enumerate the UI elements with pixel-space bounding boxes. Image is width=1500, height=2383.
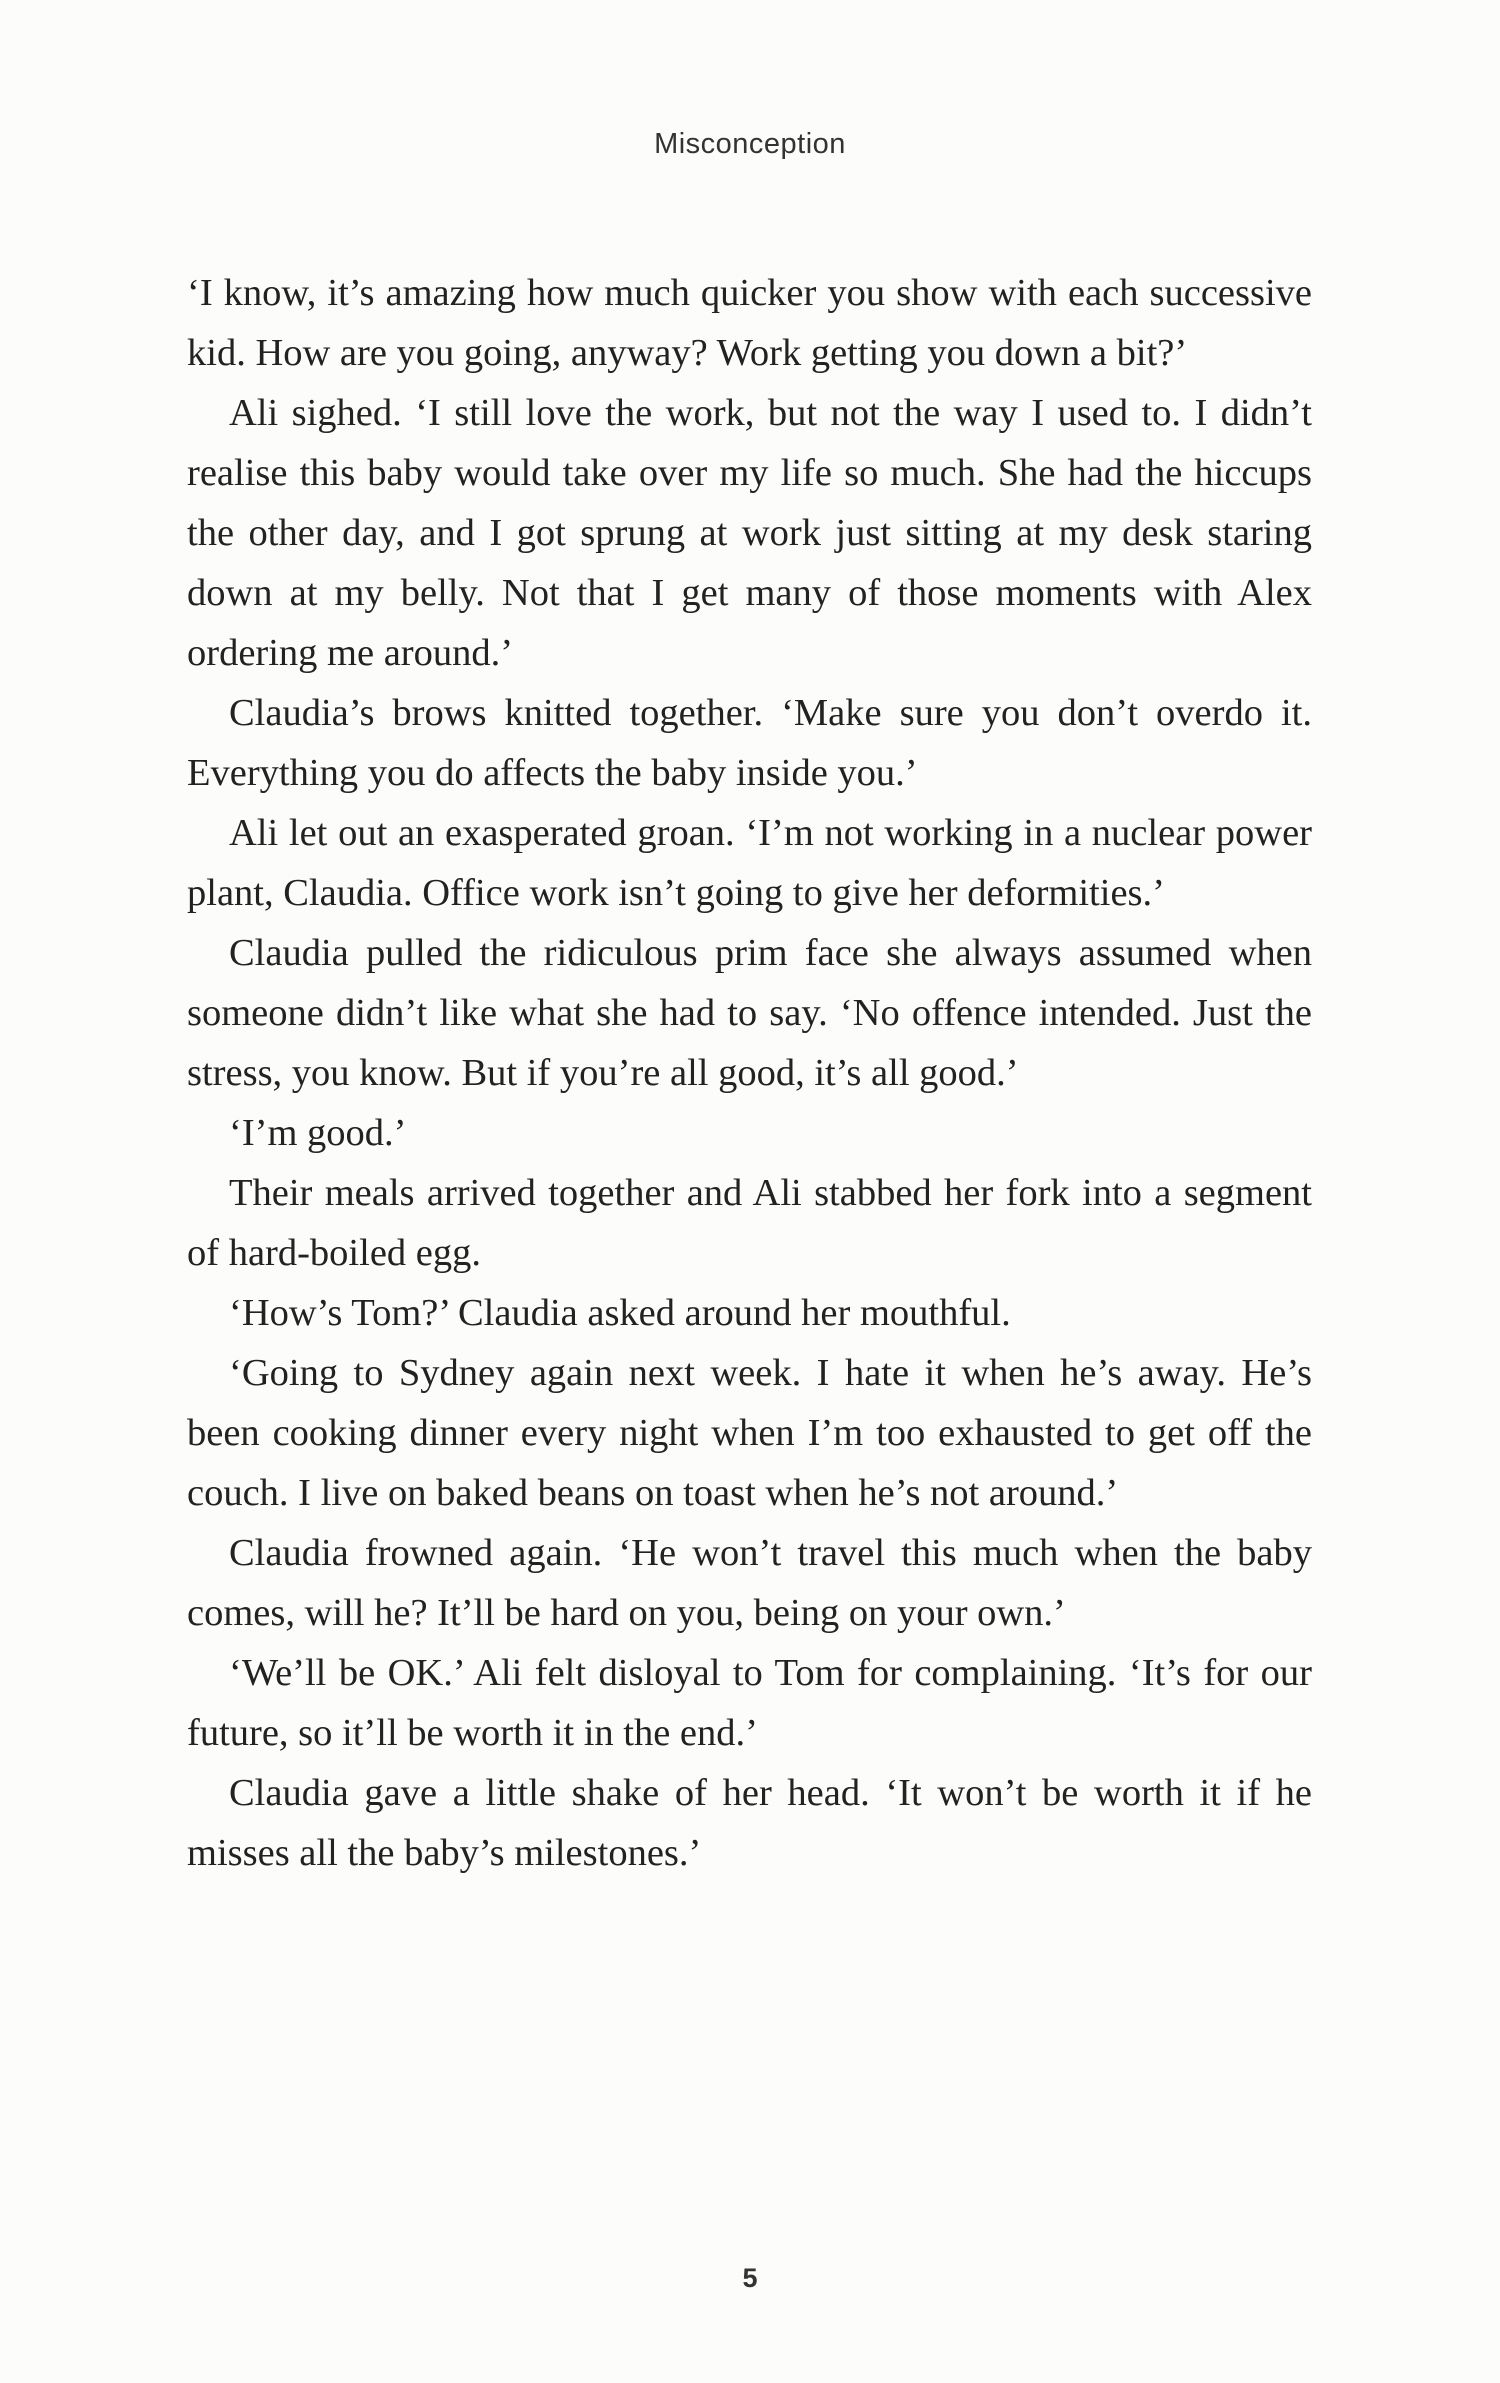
body-text — [187, 263, 1312, 1883]
paragraph: Ali sighed. ‘I still love the work, but not the way I used to. I didn’t realise this baby would take over my life so much. She had the hiccups the other day, and I got sprung at work just sitting at my desk staring down at my belly. Not that I get many of those moments with Alex ordering me around.’ — [187, 392, 1312, 674]
paragraph: Ali let out an exasperated groan. ‘I’m not working in a nuclear power plant, Claudia. Office work isn’t going to give her deformities.’ — [187, 812, 1312, 914]
paragraph: Claudia gave a little shake of her head. ‘It won’t be worth it if he misses all the baby’s milestones.’ — [187, 1772, 1312, 1874]
paragraph: Claudia pulled the ridiculous prim face she always assumed when someone didn’t like what she had to say. ‘No offence intended. Just the stress, you know. But if you’re all good, it’s all good.’ — [187, 932, 1312, 1094]
paragraph: ‘I’m good.’ — [229, 1112, 407, 1154]
paragraph: Claudia frowned again. ‘He won’t travel this much when the baby comes, will he? It’ll be hard on you, being on your own.’ — [187, 1532, 1312, 1634]
paragraph: ‘We’ll be OK.’ Ali felt disloyal to Tom for complaining. ‘It’s for our future, so it’ll be worth it in the end.’ — [187, 1652, 1312, 1754]
paragraph: ‘How’s Tom?’ Claudia asked around her mouthful. — [229, 1292, 1011, 1334]
running-head: Misconception — [654, 128, 846, 160]
paragraph: Claudia’s brows knitted together. ‘Make sure you don’t overdo it. Everything you do affects the baby inside you.’ — [187, 692, 1312, 794]
paragraph: ‘Going to Sydney again next week. I hate it when he’s away. He’s been cooking dinner every night when I’m too exhausted to get off the couch. I live on baked beans on toast when he’s not around.’ — [187, 1352, 1312, 1514]
paragraph: ‘I know, it’s amazing how much quicker you show with each successive kid. How are you going, anyway? Work getting you down a bit?’ — [187, 272, 1312, 374]
page-number: 5 — [742, 2263, 758, 2293]
paragraph: Their meals arrived together and Ali stabbed her fork into a segment of hard-boiled egg. — [187, 1172, 1312, 1274]
